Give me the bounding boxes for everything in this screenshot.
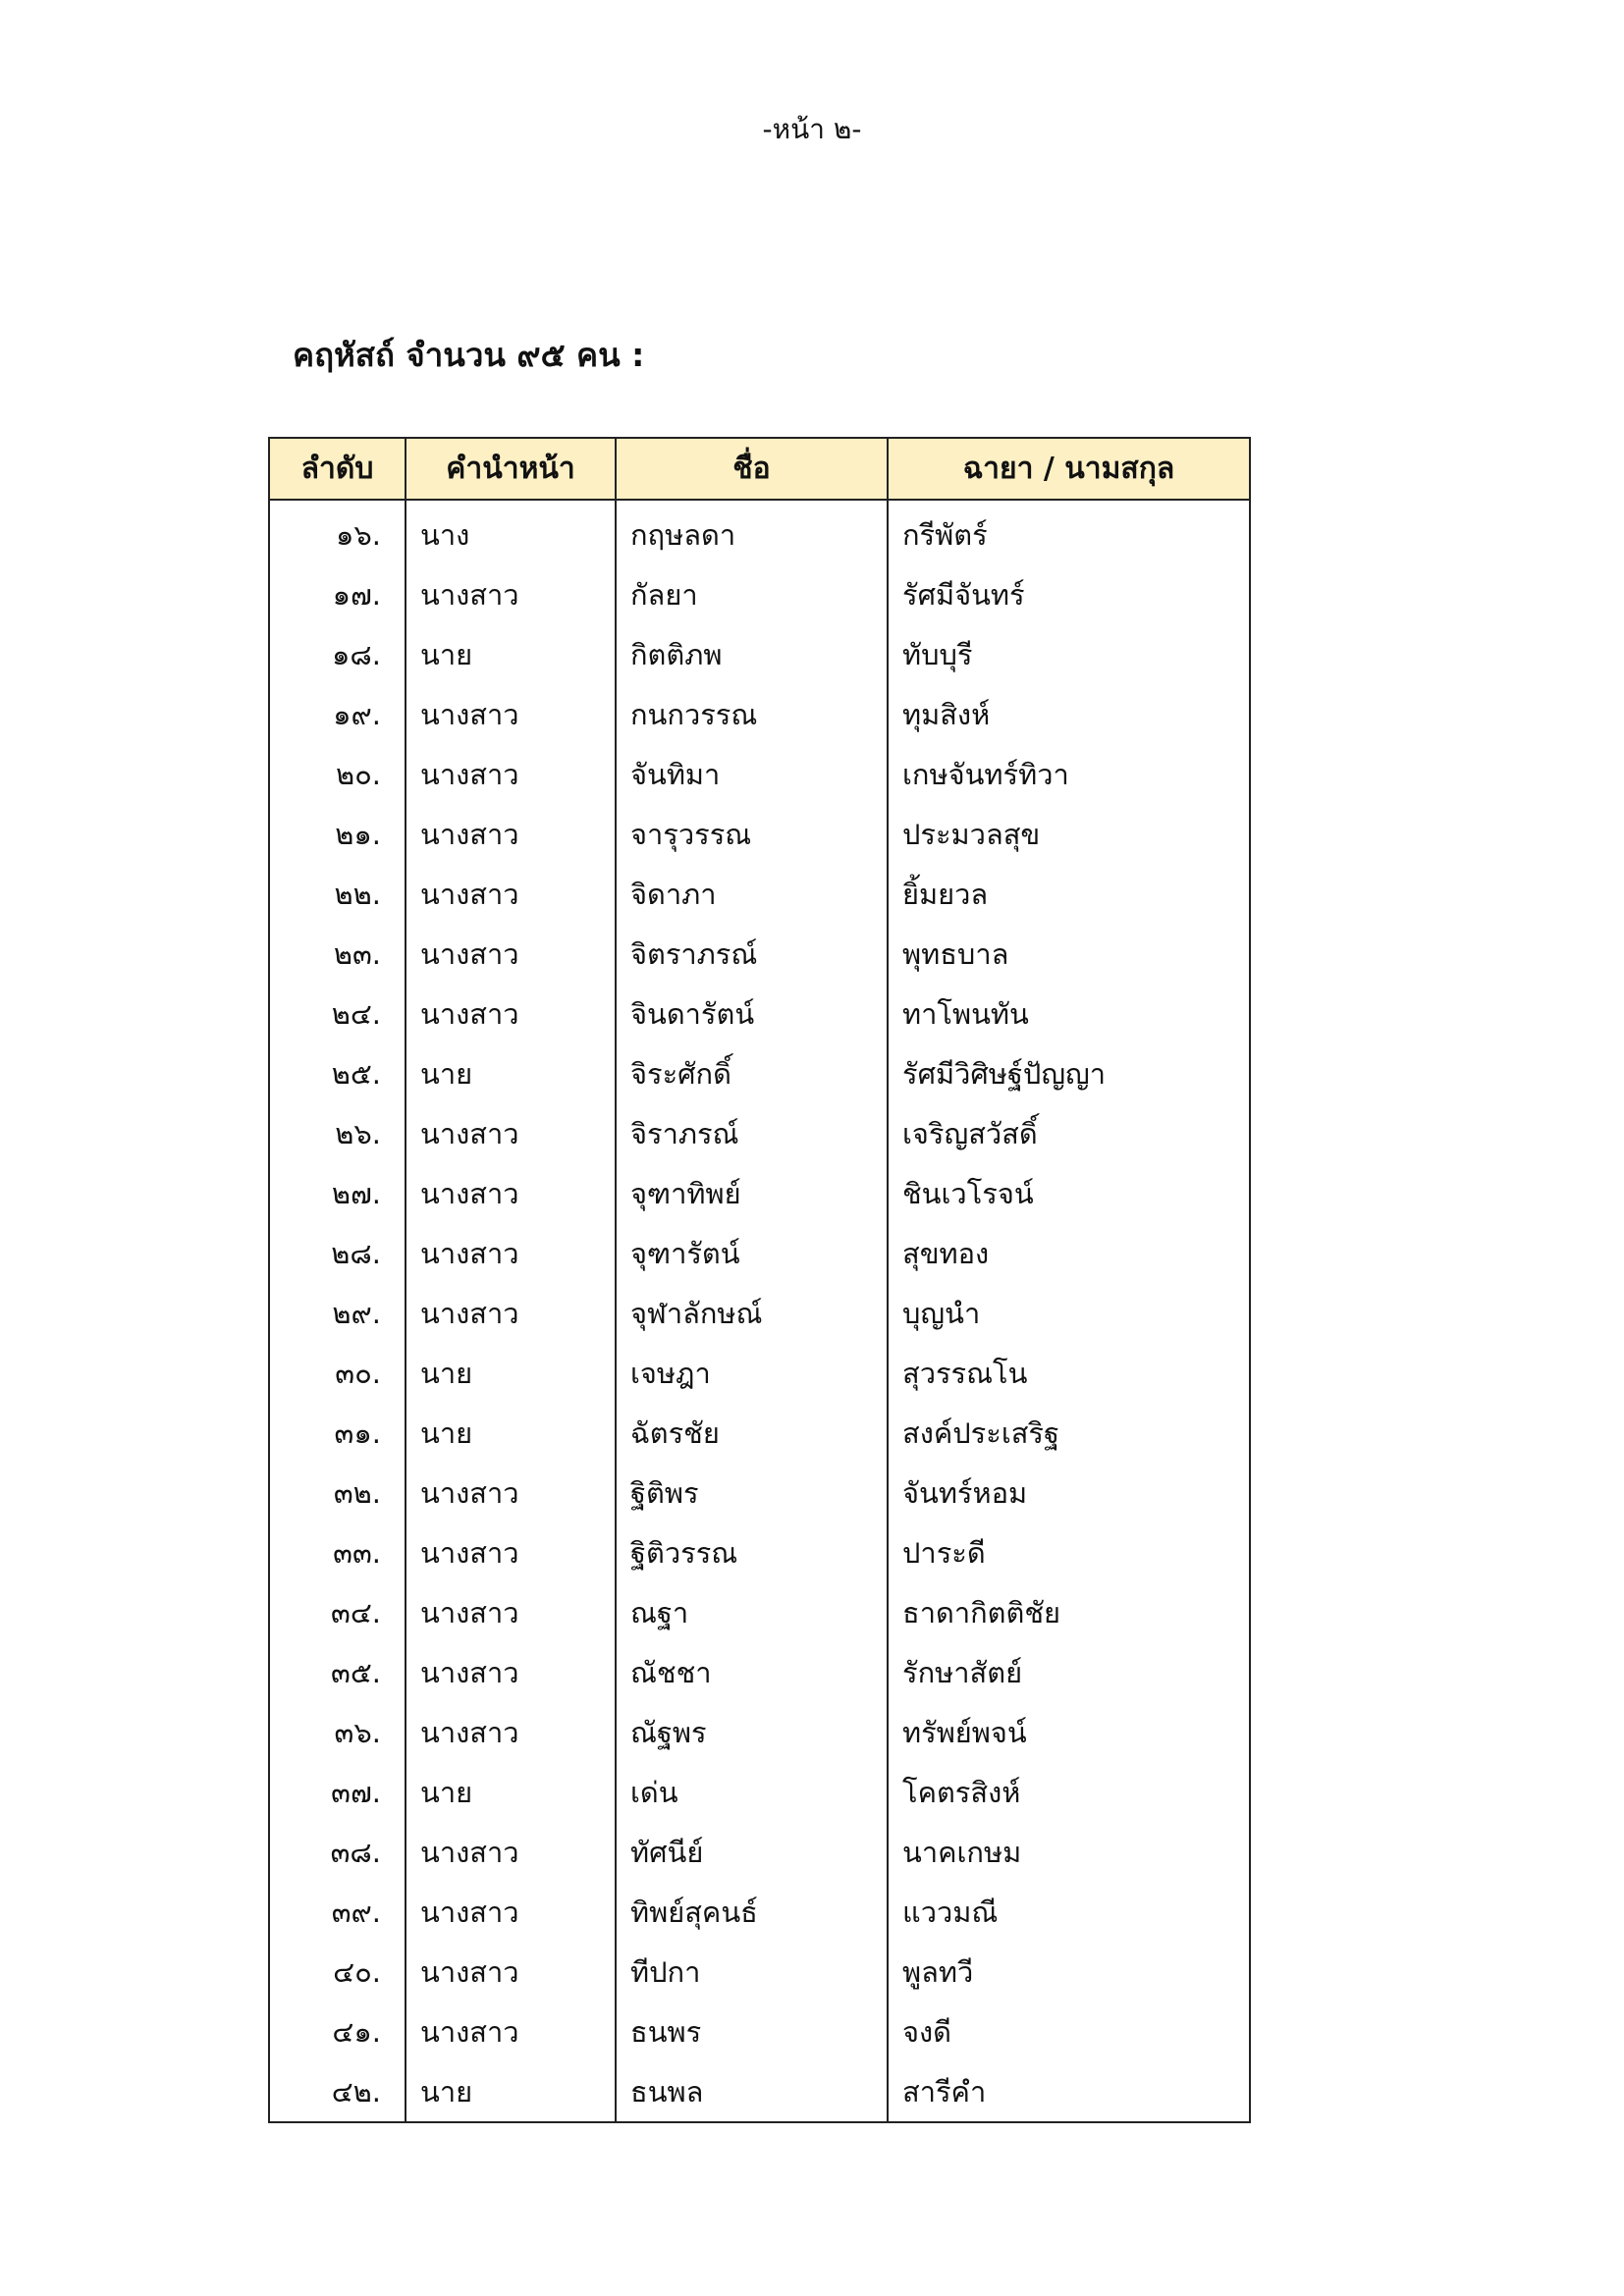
cell-surname: สุขทอง (888, 1223, 1250, 1283)
cell-name: กนกวรรณ (616, 684, 888, 744)
table-row (269, 564, 1250, 624)
cell-prefix: นางสาว (406, 1163, 616, 1223)
table-row (269, 1403, 1250, 1463)
cell-surname: สงค์ประเสริฐ (888, 1403, 1250, 1463)
cell-surname: พูลทวี (888, 1942, 1250, 2002)
cell-no: ๓๓. (269, 1522, 406, 1582)
cell-name: จิราภรณ์ (616, 1103, 888, 1163)
cell-prefix: นาย (406, 1762, 616, 1822)
cell-prefix: นางสาว (406, 2002, 616, 2061)
cell-prefix: นางสาว (406, 1283, 616, 1343)
cell-name: จุฬาลักษณ์ (616, 1283, 888, 1343)
cell-prefix: นางสาว (406, 1522, 616, 1582)
cell-name: ณัฐพร (616, 1702, 888, 1762)
table-row (269, 2002, 1250, 2061)
cell-prefix: นางสาว (406, 1582, 616, 1642)
cell-surname: ทาโพนทัน (888, 984, 1250, 1043)
cell-name: ฐิติวรรณ (616, 1522, 888, 1582)
table-body (269, 500, 1250, 2122)
cell-name: จุฑารัตน์ (616, 1223, 888, 1283)
cell-name: ธนพล (616, 2061, 888, 2122)
table-row (269, 2061, 1250, 2122)
cell-prefix: นางสาว (406, 864, 616, 924)
cell-name: จันทิมา (616, 744, 888, 804)
table-row (269, 1043, 1250, 1103)
cell-prefix: นางสาว (406, 1642, 616, 1702)
table-row (269, 1163, 1250, 1223)
table-row (269, 1103, 1250, 1163)
table-row (269, 500, 1250, 564)
table-row (269, 744, 1250, 804)
table-row (269, 1522, 1250, 1582)
cell-no: ๔๐. (269, 1942, 406, 2002)
cell-prefix: นางสาว (406, 1103, 616, 1163)
cell-no: ๓๑. (269, 1403, 406, 1463)
page-number: -หน้า ๒- (762, 113, 862, 145)
cell-surname: รัศมีจันทร์ (888, 564, 1250, 624)
cell-no: ๑๖. (269, 500, 406, 564)
cell-surname: เจริญสวัสดิ์ (888, 1103, 1250, 1163)
cell-no: ๒๘. (269, 1223, 406, 1283)
cell-name: กิตติภพ (616, 624, 888, 684)
cell-prefix: นางสาว (406, 684, 616, 744)
cell-prefix: นาง (406, 500, 616, 564)
cell-surname: จงดี (888, 2002, 1250, 2061)
cell-name: เด่น (616, 1762, 888, 1822)
table-row (269, 1582, 1250, 1642)
cell-prefix: นางสาว (406, 1702, 616, 1762)
cell-name: ณัชชา (616, 1642, 888, 1702)
cell-prefix: นางสาว (406, 1223, 616, 1283)
cell-no: ๓๖. (269, 1702, 406, 1762)
cell-no: ๑๗. (269, 564, 406, 624)
cell-name: จิระศักดิ์ (616, 1043, 888, 1103)
cell-name: ทัศนีย์ (616, 1822, 888, 1882)
cell-no: ๒๙. (269, 1283, 406, 1343)
cell-surname: ธาดากิตติชัย (888, 1582, 1250, 1642)
table-row (269, 1882, 1250, 1942)
table-row (269, 1343, 1250, 1403)
cell-prefix: นางสาว (406, 1463, 616, 1522)
cell-prefix: นางสาว (406, 564, 616, 624)
cell-no: ๒๗. (269, 1163, 406, 1223)
cell-prefix: นางสาว (406, 1822, 616, 1882)
cell-name: ทีปกา (616, 1942, 888, 2002)
cell-prefix: นาย (406, 624, 616, 684)
cell-prefix: นางสาว (406, 1882, 616, 1942)
table-row (269, 1762, 1250, 1822)
table-row (269, 924, 1250, 984)
header-row (269, 438, 1250, 500)
cell-name: จิดาภา (616, 864, 888, 924)
cell-no: ๒๔. (269, 984, 406, 1043)
table-row (269, 1642, 1250, 1702)
cell-no: ๓๕. (269, 1642, 406, 1702)
cell-no: ๒๑. (269, 804, 406, 864)
cell-no: ๑๙. (269, 684, 406, 744)
header-name: ชื่อ (616, 438, 888, 500)
cell-name: จิตราภรณ์ (616, 924, 888, 984)
table-row (269, 1942, 1250, 2002)
cell-name: จารุวรรณ (616, 804, 888, 864)
cell-name: กฤษลดา (616, 500, 888, 564)
cell-no: ๒๓. (269, 924, 406, 984)
cell-name: จินดารัตน์ (616, 984, 888, 1043)
table-row (269, 804, 1250, 864)
cell-no: ๔๑. (269, 2002, 406, 2061)
cell-surname: แววมณี (888, 1882, 1250, 1942)
cell-surname: สารีคำ (888, 2061, 1250, 2122)
cell-surname: ทับบุรี (888, 624, 1250, 684)
cell-no: ๔๒. (269, 2061, 406, 2122)
table-row (269, 624, 1250, 684)
cell-surname: กรีพัตร์ (888, 500, 1250, 564)
cell-prefix: นาย (406, 1343, 616, 1403)
cell-prefix: นางสาว (406, 924, 616, 984)
cell-no: ๓๘. (269, 1822, 406, 1882)
cell-surname: ทรัพย์พจน์ (888, 1702, 1250, 1762)
table-row (269, 1463, 1250, 1522)
header-no: ลำดับ (269, 438, 406, 500)
cell-prefix: นาย (406, 1403, 616, 1463)
cell-no: ๓๒. (269, 1463, 406, 1522)
header-prefix: คำนำหน้า (406, 438, 616, 500)
cell-no: ๓๔. (269, 1582, 406, 1642)
cell-no: ๓๐. (269, 1343, 406, 1403)
cell-surname: ทุมสิงห์ (888, 684, 1250, 744)
cell-surname: โคตรสิงห์ (888, 1762, 1250, 1822)
cell-name: เจษฎา (616, 1343, 888, 1403)
cell-name: จุฑาทิพย์ (616, 1163, 888, 1223)
cell-no: ๑๘. (269, 624, 406, 684)
table-row (269, 1822, 1250, 1882)
cell-prefix: นาย (406, 1043, 616, 1103)
cell-prefix: นางสาว (406, 984, 616, 1043)
cell-name: ณฐา (616, 1582, 888, 1642)
table-row (269, 984, 1250, 1043)
cell-surname: สุวรรณโน (888, 1343, 1250, 1403)
cell-surname: เกษจันทร์ทิวา (888, 744, 1250, 804)
table-header (269, 438, 1250, 500)
section-heading: คฤหัสถ์ จำนวน ๙๕ คน : (293, 336, 645, 374)
table-row (269, 1283, 1250, 1343)
cell-no: ๒๖. (269, 1103, 406, 1163)
cell-name: ธนพร (616, 2002, 888, 2061)
table-row (269, 1223, 1250, 1283)
cell-no: ๓๙. (269, 1882, 406, 1942)
members-table (268, 437, 1251, 2123)
cell-surname: ยิ้มยวล (888, 864, 1250, 924)
header-surname: ฉายา / นามสกุล (888, 438, 1250, 500)
cell-prefix: นาย (406, 2061, 616, 2122)
table-row (269, 864, 1250, 924)
table-row (269, 684, 1250, 744)
cell-no: ๒๕. (269, 1043, 406, 1103)
cell-surname: ประมวลสุข (888, 804, 1250, 864)
table-row (269, 1702, 1250, 1762)
cell-no: ๒๐. (269, 744, 406, 804)
cell-surname: นาคเกษม (888, 1822, 1250, 1882)
cell-name: ฉัตรชัย (616, 1403, 888, 1463)
cell-surname: บุญนำ (888, 1283, 1250, 1343)
cell-no: ๒๒. (269, 864, 406, 924)
cell-surname: ชินเวโรจน์ (888, 1163, 1250, 1223)
cell-name: ฐิติพร (616, 1463, 888, 1522)
cell-prefix: นางสาว (406, 744, 616, 804)
cell-surname: จันทร์หอม (888, 1463, 1250, 1522)
cell-surname: ปาระดี (888, 1522, 1250, 1582)
cell-name: ทิพย์สุคนธ์ (616, 1882, 888, 1942)
cell-surname: รักษาสัตย์ (888, 1642, 1250, 1702)
cell-prefix: นางสาว (406, 804, 616, 864)
cell-surname: รัศมีวิศิษฐ์ปัญญา (888, 1043, 1250, 1103)
cell-surname: พุทธบาล (888, 924, 1250, 984)
cell-prefix: นางสาว (406, 1942, 616, 2002)
cell-name: กัลยา (616, 564, 888, 624)
cell-no: ๓๗. (269, 1762, 406, 1822)
